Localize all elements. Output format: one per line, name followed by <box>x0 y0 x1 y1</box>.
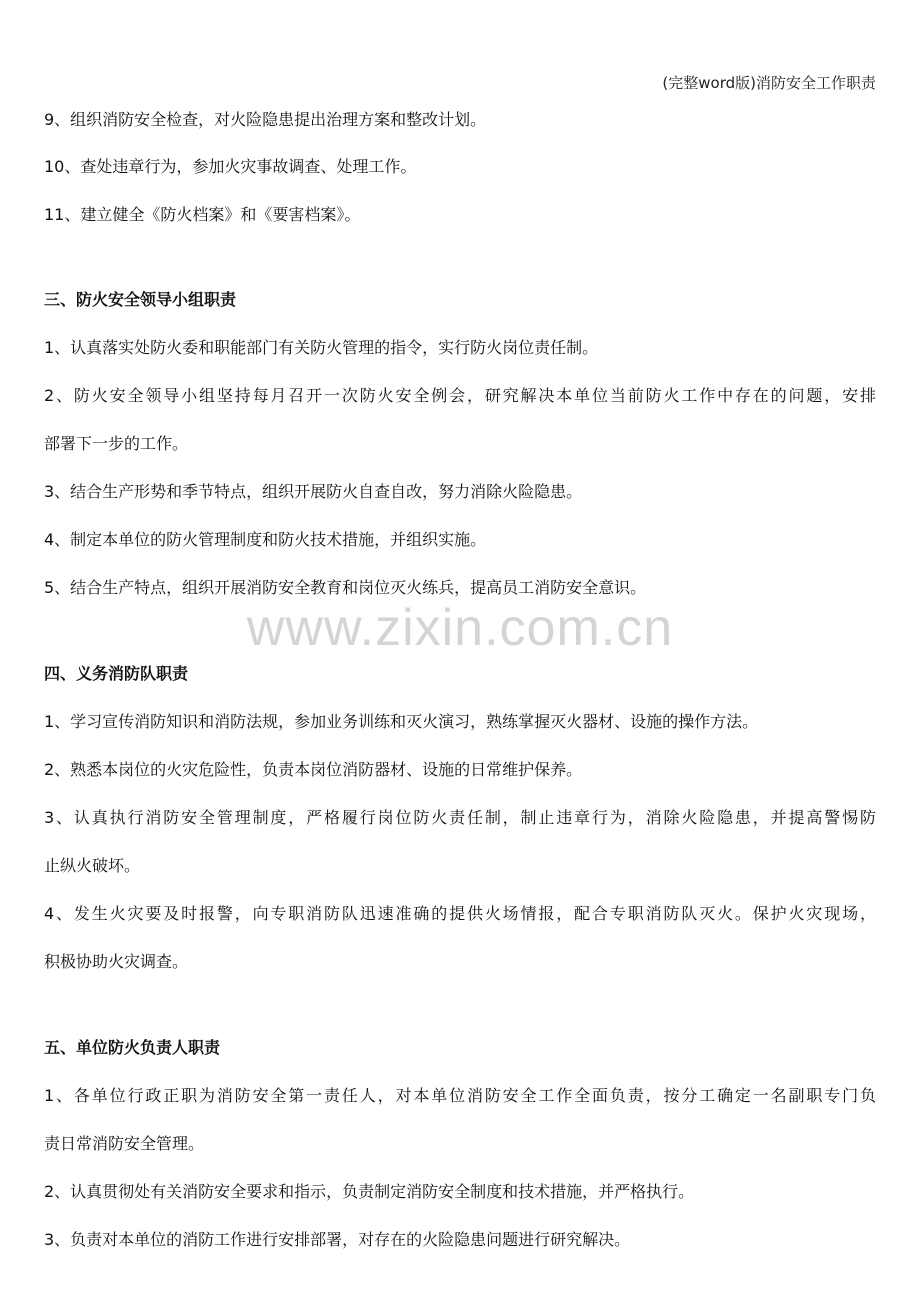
section-heading: 四、义务消防队职责 <box>44 664 189 683</box>
list-item: 4、发生火灾要及时报警，向专职消防队迅速准确的提供火场情报，配合专职消防队灭火。保护火灾现场， <box>44 904 876 923</box>
list-item: 3、负责对本单位的消防工作进行安排部署，对存在的火险隐患问题进行研究解决。 <box>44 1230 631 1249</box>
list-item: 10、查处违章行为，参加火灾事故调查、处理工作。 <box>44 157 417 176</box>
list-item-continuation: 积极协助火灾调查。 <box>44 952 189 971</box>
list-item: 5、结合生产特点，组织开展消防安全教育和岗位灭火练兵，提高员工消防安全意识。 <box>44 578 647 597</box>
list-item: 11、建立健全《防火档案》和《要害档案》。 <box>44 205 361 224</box>
list-item: 1、认真落实处防火委和职能部门有关防火管理的指令，实行防火岗位责任制。 <box>44 338 599 357</box>
section-heading: 三、防火安全领导小组职责 <box>44 290 237 309</box>
list-item-continuation: 止纵火破坏。 <box>44 856 141 875</box>
list-item: 3、认真执行消防安全管理制度，严格履行岗位防火责任制，制止违章行为，消除火险隐患，并提高警惕防 <box>44 808 876 827</box>
list-item: 2、防火安全领导小组坚持每月召开一次防火安全例会，研究解决本单位当前防火工作中存在的问题，安排 <box>44 386 876 405</box>
list-item: 2、熟悉本岗位的火灾危险性，负责本岗位消防器材、设施的日常维护保养。 <box>44 760 583 779</box>
watermark: www.zixin.com.cn <box>246 599 674 657</box>
list-item: 4、制定本单位的防火管理制度和防火技术措施，并组织实施。 <box>44 530 487 549</box>
section-heading: 五、单位防火负责人职责 <box>44 1038 221 1057</box>
list-item: 2、认真贯彻处有关消防安全要求和指示，负责制定消防安全制度和技术措施，并严格执行。 <box>44 1182 695 1201</box>
page-header-title: (完整word版)消防安全工作职责 <box>662 74 876 92</box>
list-item: 3、结合生产形势和季节特点，组织开展防火自查自改，努力消除火险隐患。 <box>44 482 583 501</box>
list-item: 1、学习宣传消防知识和消防法规，参加业务训练和灭火演习，熟练掌握灭火器材、设施的操作方法。 <box>44 712 759 731</box>
list-item-continuation: 责日常消防安全管理。 <box>44 1134 205 1153</box>
list-item-continuation: 部署下一步的工作。 <box>44 434 189 453</box>
list-item: 1、各单位行政正职为消防安全第一责任人，对本单位消防安全工作全面负责，按分工确定一名副职专门负 <box>44 1086 876 1105</box>
list-item: 9、组织消防安全检查，对火险隐患提出治理方案和整改计划。 <box>44 110 487 129</box>
